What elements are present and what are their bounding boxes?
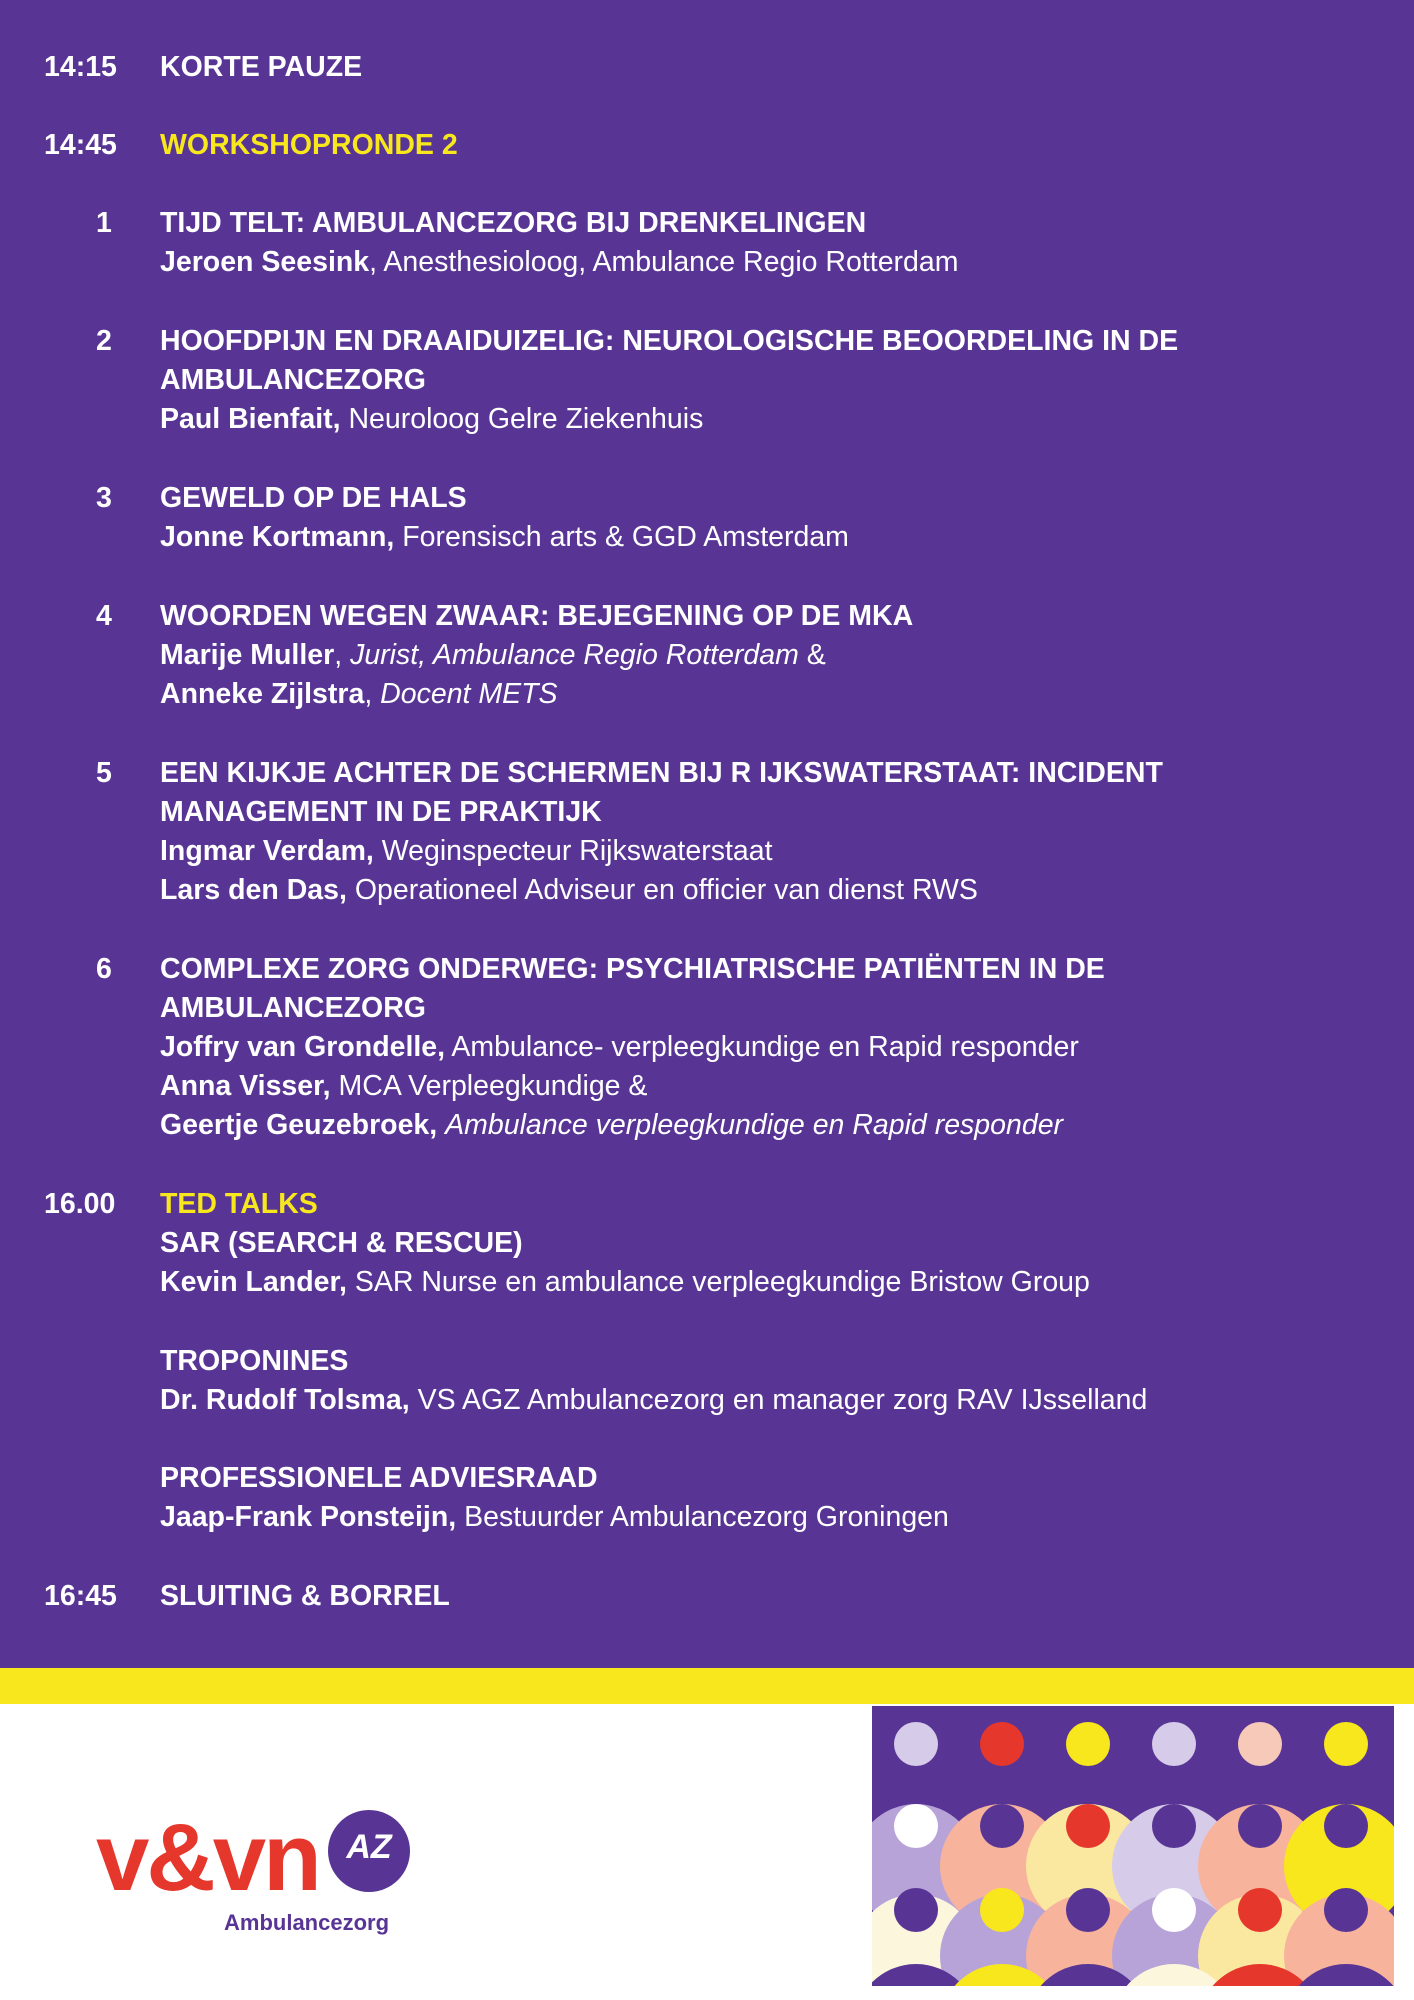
speaker-name: Jeroen Seesink bbox=[160, 246, 370, 278]
speaker-line bbox=[160, 1498, 1310, 1537]
speaker-name: Kevin Lander, bbox=[160, 1266, 347, 1298]
time-label: 16.00 bbox=[44, 1188, 116, 1220]
session-title: SLUITING & BORREL bbox=[160, 1580, 450, 1612]
speaker-line bbox=[160, 400, 1310, 439]
workshop-number: 2 bbox=[96, 325, 112, 357]
speaker-role: Neuroloog Gelre Ziekenhuis bbox=[340, 403, 704, 435]
logo-wordmark: v&vn bbox=[96, 1804, 319, 1911]
speaker-name: Marije Muller bbox=[160, 639, 335, 671]
people-pattern-icon bbox=[872, 1706, 1394, 1986]
workshop-title: EEN KIJKJE ACHTER DE SCHERMEN BIJ R IJKSWATERSTAAT: INCIDENT bbox=[160, 757, 1163, 789]
logo-subtitle: Ambulancezorg bbox=[224, 1910, 390, 1935]
workshop-title-cont: AMBULANCEZORG bbox=[160, 992, 426, 1024]
speaker-role: Docent METS bbox=[380, 678, 558, 710]
speaker-line bbox=[160, 1381, 1310, 1420]
speaker-name: Dr. Rudolf Tolsma, bbox=[160, 1384, 410, 1416]
vvn-ambulancezorg-logo bbox=[96, 1804, 436, 1935]
session-title: WORKSHOPRONDE 2 bbox=[160, 129, 458, 161]
workshop-title: HOOFDPIJN EN DRAAIDUIZELIG: NEUROLOGISCHE BEOORDELING IN DE bbox=[160, 325, 1179, 357]
speaker-line bbox=[160, 1028, 1310, 1067]
session-title: TED TALKS bbox=[160, 1188, 318, 1220]
workshop-title-cont: MANAGEMENT IN DE PRAKTIJK bbox=[160, 796, 602, 828]
session-title: KORTE PAUZE bbox=[160, 51, 363, 83]
az-badge-icon bbox=[328, 1810, 410, 1892]
workshop-number: 5 bbox=[96, 757, 112, 789]
speaker-line bbox=[160, 243, 1310, 282]
speaker-name: Anna Visser, bbox=[160, 1070, 331, 1102]
speaker-name: Anneke Zijlstra bbox=[160, 678, 365, 710]
speaker-role: Bestuurder Ambulancezorg Groningen bbox=[456, 1501, 949, 1533]
workshop-title-cont: AMBULANCEZORG bbox=[160, 364, 426, 396]
speaker-name: Jaap-Frank Ponsteijn, bbox=[160, 1501, 457, 1533]
speaker-role: MCA Verpleegkundige & bbox=[330, 1070, 648, 1102]
workshop-title: GEWELD OP DE HALS bbox=[160, 482, 467, 514]
speaker-line bbox=[160, 832, 1310, 871]
time-label: 14:45 bbox=[44, 129, 117, 161]
speaker-role: SAR Nurse en ambulance verpleegkundige Bristow Group bbox=[346, 1266, 1090, 1298]
speaker-role: , Anesthesioloog, Ambulance Regio Rotterdam bbox=[369, 246, 959, 278]
speaker-separator: , bbox=[364, 678, 381, 710]
time-label: 16:45 bbox=[44, 1580, 117, 1612]
workshop-number: 3 bbox=[96, 482, 112, 514]
workshop-number: 6 bbox=[96, 953, 112, 985]
speaker-name: Paul Bienfait, bbox=[160, 403, 341, 435]
speaker-role: Ambulance verpleegkundige en Rapid responder bbox=[445, 1109, 1064, 1141]
workshop-title: WOORDEN WEGEN ZWAAR: BEJEGENING OP DE MKA bbox=[160, 600, 914, 632]
speaker-line bbox=[160, 1067, 1310, 1106]
badge-text: AZ bbox=[346, 1828, 392, 1866]
speaker-name: Lars den Das, bbox=[160, 874, 347, 906]
speaker-name: Geertje Geuzebroek, bbox=[160, 1109, 438, 1141]
speaker-line bbox=[160, 1263, 1310, 1302]
talk-title: SAR (SEARCH & RESCUE) bbox=[160, 1227, 523, 1259]
talk-title: TROPONINES bbox=[160, 1345, 349, 1377]
speaker-role: Ambulance- verpleegkundige en Rapid responder bbox=[445, 1031, 1079, 1063]
speaker-tail: & bbox=[798, 639, 826, 671]
speaker-role: Weginspecteur Rijkswaterstaat bbox=[373, 835, 773, 867]
workshop-title: COMPLEXE ZORG ONDERWEG: PSYCHIATRISCHE PATIËNTEN IN DE bbox=[160, 953, 1105, 985]
workshop-number: 4 bbox=[96, 600, 112, 632]
speaker-line bbox=[160, 518, 1310, 557]
talk-title: PROFESSIONELE ADVIESRAAD bbox=[160, 1462, 598, 1494]
speaker-line bbox=[160, 1106, 1310, 1145]
speaker-role: Jurist, Ambulance Regio Rotterdam bbox=[350, 639, 799, 671]
speaker-role: Operationeel Adviseur en officier van dienst RWS bbox=[346, 874, 978, 906]
speaker-name: Joffry van Grondelle, bbox=[160, 1031, 446, 1063]
speaker-line bbox=[160, 675, 1310, 714]
workshop-number: 1 bbox=[96, 207, 112, 239]
speaker-role: VS AGZ Ambulancezorg en manager zorg RAV IJsselland bbox=[409, 1384, 1148, 1416]
workshop-title: TIJD TELT: AMBULANCEZORG BIJ DRENKELINGEN bbox=[160, 207, 867, 239]
yellow-divider bbox=[0, 1668, 1414, 1704]
speaker-separator: , bbox=[334, 639, 351, 671]
speaker-line bbox=[160, 871, 1310, 910]
speaker-line bbox=[160, 636, 1310, 675]
people-illustration bbox=[872, 1706, 1394, 1986]
speaker-role: Forensisch arts & GGD Amsterdam bbox=[394, 521, 849, 553]
speaker-name: Jonne Kortmann, bbox=[160, 521, 395, 553]
time-label: 14:15 bbox=[44, 51, 117, 83]
speaker-name: Ingmar Verdam, bbox=[160, 835, 374, 867]
